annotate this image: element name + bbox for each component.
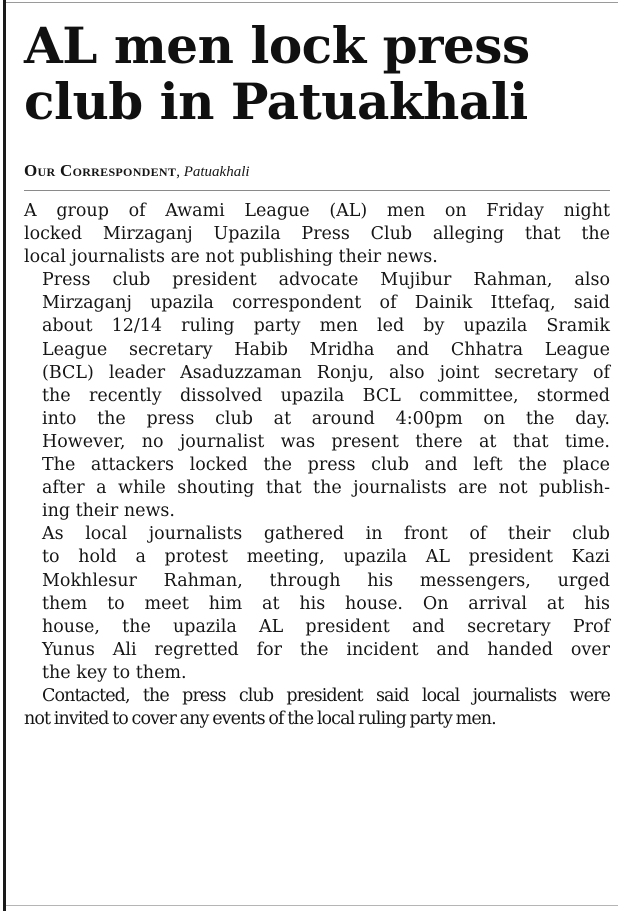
- text-line: to hold a protest meeting, upazila AL president Kazi: [42, 547, 610, 568]
- text-line: house, the upazila AL president and secretary Prof: [42, 616, 610, 637]
- paragraph: [24, 685, 610, 731]
- byline: [24, 162, 610, 191]
- text-line: after a while shouting that the journalists are not publish-: [42, 478, 610, 499]
- text-line: League secretary Habib Mridha and Chhatra League: [42, 339, 610, 360]
- text-line: the recently dissolved upazila BCL committee, stormed: [42, 385, 610, 406]
- byline-author: Our Correspondent: [24, 161, 177, 180]
- text-line: Yunus Ali regretted for the incident and handed over: [42, 639, 610, 660]
- text-line: Contacted, the press club president said local journalists were: [42, 685, 610, 706]
- text-line: (BCL) leader Asaduzzaman Ronju, also joint secretary of: [42, 362, 610, 383]
- news-article: [24, 0, 610, 731]
- bottom-rule: [6, 905, 618, 906]
- text-line: A group of Awami League (AL) men on Friday night: [24, 201, 610, 221]
- article-body: [24, 200, 610, 731]
- text-line: The attackers locked the press club and left the place: [42, 455, 610, 476]
- text-line: into the press club at around 4:00pm on the day.: [42, 408, 610, 429]
- text-line: local journalists are not publishing their news.: [24, 247, 438, 268]
- paragraph: [24, 269, 610, 454]
- headline: [24, 0, 610, 130]
- text-line: Mokhlesur Rahman, through his messengers, urged: [42, 570, 610, 591]
- text-line: them to meet him at his house. On arrival at his: [42, 593, 610, 614]
- paragraph: [24, 454, 610, 523]
- text-line: Press club president advocate Mujibur Rahman, also: [42, 270, 610, 291]
- paragraph: [24, 200, 610, 269]
- text-line: not invited to cover any events of the local ruling party men.: [24, 709, 496, 730]
- text-line: the key to them.: [42, 662, 187, 683]
- text-line: Mirzaganj upazila correspondent of Dainik Ittefaq, said: [42, 293, 610, 314]
- text-line: locked Mirzaganj Upazila Press Club alleging that the: [24, 224, 610, 245]
- text-line: As local journalists gathered in front of their club: [42, 524, 610, 545]
- text-line: about 12/14 ruling party men led by upazila Sramik: [42, 316, 610, 337]
- left-column-rule: [3, 0, 6, 911]
- byline-separator: ,: [176, 164, 184, 180]
- paragraph: [24, 523, 610, 685]
- text-line: ing their news.: [42, 501, 175, 522]
- byline-place: Patuakhali: [183, 164, 250, 180]
- headline-line-2: club in Patuakhali: [24, 72, 528, 131]
- text-line: However, no journalist was present there at that time.: [42, 431, 610, 452]
- headline-line-1: AL men lock press: [24, 16, 530, 75]
